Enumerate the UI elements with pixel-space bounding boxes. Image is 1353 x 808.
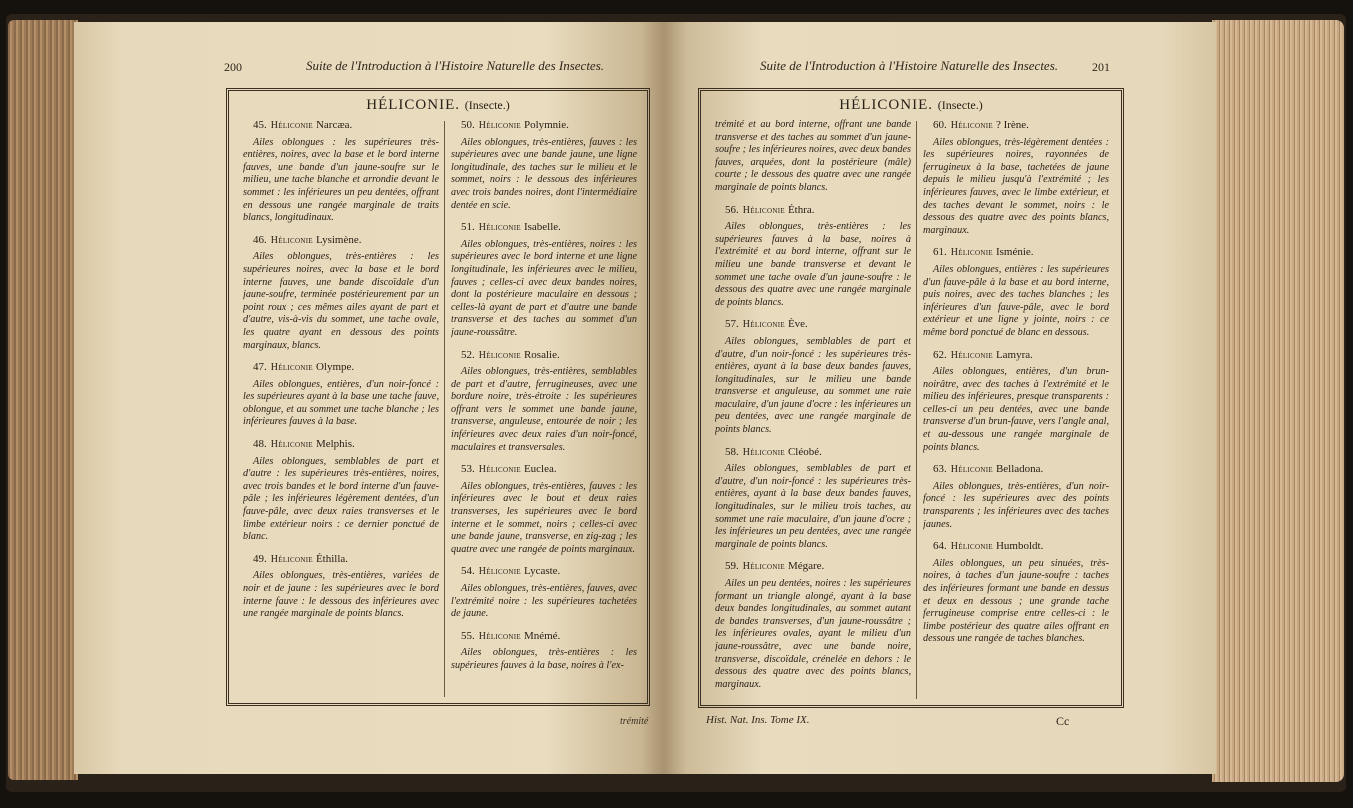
entry-description: Ailes oblongues, un peu sinuées, très-noires, à taches d'un jaune-soufre : taches des inférieures formant une bande en dessus et deux en dessous ; une grande tache ferrugineuse comprise entre celles-ci : le limbe postérieur des quatre ailes offrant en dessous une rangée de taches blanches. — [923, 557, 1109, 645]
entry-heading — [451, 565, 637, 579]
entry-heading — [715, 318, 911, 332]
entry-description: Ailes oblongues, semblables de part et d'autre, d'un noir-foncé : les supérieures très-entières, ayant à la base deux bandes fauves, longitudinales, sur le milieu une bande transverse et anguleuse, au sommet une raie maculaire, d'un jaune d'ocre : les inférieures un peu dentées, avec une rangée marginale de points blancs. — [715, 335, 911, 436]
entry-number: 45. — [253, 119, 267, 131]
right-page-column-2 — [923, 119, 1109, 655]
entry-species: ? Irène. — [995, 119, 1029, 131]
entry-species: Euclea. — [523, 463, 557, 476]
species-entry — [451, 221, 637, 339]
species-entry — [451, 349, 637, 455]
entry-number: 49. — [253, 552, 267, 565]
entry-number: 51. — [461, 221, 475, 234]
entry-heading — [243, 438, 439, 452]
entry-number: 64. — [933, 540, 947, 553]
plate-frame-right — [698, 88, 1124, 708]
page-number-left: 200 — [224, 60, 242, 74]
left-page-column-1 — [243, 119, 439, 630]
entry-genus: Héliconie — [270, 439, 313, 451]
entry-number: 63. — [933, 463, 947, 476]
entry-heading — [451, 119, 637, 133]
entry-genus: Héliconie — [950, 349, 993, 361]
entry-number: 48. — [253, 438, 267, 451]
entry-description: Ailes oblongues, très-entières, fauves, avec l'extrémité noire : les supérieures tachetées de jaune. — [451, 583, 637, 620]
plate-title-right — [701, 97, 1121, 114]
entry-heading — [451, 463, 637, 477]
entry-description: Ailes oblongues, très-entières : les supérieures fauves à la base, noires à l'extrémité et au bord interne, offrant sur le milieu une bande transverse et devant le sommet une tache ovale d'un jaune-soufre : le dessous des quatre avec une rangée marginale de points blancs. — [715, 221, 911, 308]
entry-genus: Héliconie — [742, 319, 785, 331]
right-page-edges — [1212, 20, 1344, 782]
entry-description: Ailes oblongues, semblables de part et d'autre, d'un noir-foncé : les supérieures très-entières, ayant à la base deux bandes fauves, longitudinales, sur le milieu trois taches, au sommet une raie maculaire, d'un jaune d'ocre ; les inférieures un peu dentées, avec une rangée marginale de points blancs. — [715, 463, 911, 550]
right-page — [664, 22, 1216, 774]
entry-number: 62. — [933, 348, 947, 361]
entry-species: Melphis. — [315, 438, 355, 451]
entry-species: Belladona. — [995, 463, 1044, 476]
entry-genus: Héliconie — [478, 349, 521, 361]
left-page-edges — [8, 20, 78, 780]
entry-number: 61. — [933, 246, 947, 259]
species-entry — [243, 119, 439, 225]
entry-description: Ailes oblongues, très-légèrement dentées : les supérieures noires, rayonnées de ferrugineux à la base, tachetées de jaune depuis le milieu jusqu'à l'extrémité ; les inférieures fauves, avec le limbe extérieur, et des taches devant le sommet, noirs : le dessous des quatre avec des points blancs, marginaux. — [923, 136, 1109, 236]
species-entry — [923, 349, 1109, 455]
entry-number: 56. — [725, 203, 739, 216]
species-entry — [451, 119, 637, 212]
left-page — [74, 22, 664, 774]
running-head-left: Suite de l'Introduction à l'Histoire Naturelle des Insectes. — [306, 58, 605, 73]
species-entry — [451, 463, 637, 556]
entry-species: Olympe. — [315, 361, 355, 374]
entry-heading — [243, 234, 439, 248]
plate-title-left — [229, 97, 647, 114]
genus-subtitle: (Insecte.) — [937, 98, 983, 112]
entry-species: Mégare. — [787, 560, 825, 573]
entry-heading — [923, 349, 1109, 363]
entry-heading — [923, 540, 1109, 554]
entry-genus: Héliconie — [950, 541, 993, 553]
genus-subtitle: (Insecte.) — [464, 98, 510, 112]
signature-mark: Cc — [1056, 714, 1070, 728]
species-entry — [243, 234, 439, 352]
entry-species: Narcæa. — [315, 119, 353, 131]
column-divider — [916, 121, 917, 699]
entry-species: Rosalie. — [523, 348, 560, 361]
entry-description: Ailes oblongues, très-entières, semblables de part et d'autre, ferrugineuses, avec une bordure noire, très-étroite : les supérieures offrant vers le sommet une bande jaune, transverse, anguleuse, entourée de noir ; les inférieures avec deux raies d'un noir-foncé, maculaires et transversales. — [451, 366, 637, 453]
entry-description: Ailes oblongues, très-entières, variées de noir et de jaune : les supérieures avec le bord interne fauve : le dessous des inférieures avec une rangée marginale de points blancs. — [243, 570, 439, 620]
entry-description: Ailes oblongues, très-entières, fauves : les inférieures avec le bout et deux raies transverses, les supérieures avec le bord interne et le sommet, noirs ; celles-ci avec une bande jaune, transverse, en zig-zag ; les quatre avec une rangée de points marginaux. — [451, 480, 637, 555]
volume-footer: Hist. Nat. Ins. Tome IX. — [706, 714, 810, 726]
catchword: trémité — [620, 716, 649, 727]
species-entry — [451, 565, 637, 620]
entry-description: Ailes oblongues, très-entières : les supérieures noires, avec la base et le bord interne fauves, une bande discoïdale d'un jaune-soufre, terminée postérieurement par un point roux ; ces mêmes ailes ayant de part et d'autre, vis-à-vis du sommet, une tache ovale, les quatre ayant en dessous des points marginaux, blancs. — [243, 251, 439, 351]
entry-genus: Héliconie — [950, 247, 993, 259]
plate-frame-left — [226, 88, 650, 706]
entry-heading — [243, 119, 439, 133]
entry-species: Éthra. — [787, 203, 815, 216]
species-entry — [715, 318, 911, 436]
species-entry — [923, 119, 1109, 237]
species-entry — [243, 553, 439, 621]
entry-description: Ailes oblongues, très-entières : les supérieures fauves à la base, noires à l'ex- — [451, 647, 637, 671]
entry-species: Lysimène. — [315, 233, 362, 246]
species-entry — [715, 204, 911, 310]
entry-number: 47. — [253, 361, 267, 374]
left-page-column-2 — [451, 119, 637, 682]
entry-number: 53. — [461, 463, 475, 476]
entry-genus: Héliconie — [478, 222, 521, 234]
genus-title: HÉLICONIE. — [366, 97, 460, 113]
species-entry — [451, 630, 637, 673]
entry-heading — [715, 204, 911, 218]
entry-heading — [451, 349, 637, 363]
entry-heading — [243, 361, 439, 375]
entry-species: Isabelle. — [523, 221, 561, 234]
running-head-right: Suite de l'Introduction à l'Histoire Naturelle des Insectes. — [760, 58, 1059, 73]
species-entry — [923, 540, 1109, 646]
species-entry — [715, 560, 911, 691]
entry-genus: Héliconie — [742, 561, 785, 573]
entry-heading — [451, 221, 637, 235]
entry-species: Lycaste. — [523, 565, 561, 578]
entry-genus: Héliconie — [950, 120, 993, 131]
entry-description: Ailes oblongues, semblables de part et d'autre : les supérieures très-entières, noires, avec trois bandes et le bord interne d'un fauve-pâle ; les inférieures légèrement dentées, d'un fauve-pâle, avec deux raies transverses et le limbe extérieur noirs : ce dernier ponctué de blanc. — [243, 455, 439, 543]
entry-description: Ailes oblongues, entières, d'un brun-noirâtre, avec des taches à l'extrémité et le milieu des inférieures, presque transparents : celles-ci un peu dentées, avec une bande transverse d'un brun-fauve, vers l'angle anal, et au-dessous une rangée marginale de points blancs. — [923, 366, 1109, 453]
entry-genus: Héliconie — [950, 464, 993, 476]
genus-title: HÉLICONIE. — [839, 97, 933, 113]
entry-species: Isménie. — [995, 246, 1034, 259]
entry-heading — [923, 463, 1109, 477]
entry-species: Mnémé. — [523, 629, 561, 642]
entry-description: Ailes oblongues, très-entières, d'un noir-foncé : les supérieures avec des points transparents ; les inférieures avec des taches jaunes. — [923, 480, 1109, 530]
entry-number: 59. — [725, 560, 739, 573]
entry-genus: Héliconie — [270, 553, 313, 565]
entry-species: Cléobé. — [787, 445, 822, 458]
species-entry — [243, 438, 439, 544]
entry-description: trémité et au bord interne, offrant une bande transverse et des taches au sommet d'un jaune-soufre ; les inférieures noires, avec deux bandes fauves, arquées, dont la postérieure (mâle) courte ; le dessous des quatre avec une rangée marginale de points blancs. — [715, 119, 911, 193]
entry-species: Humboldt. — [995, 540, 1044, 553]
species-entry — [243, 361, 439, 429]
entry-description: Ailes un peu dentées, noires : les supérieures formant un triangle alongé, ayant à la base deux bandes longitudinales, au sommet autant de bandes transverses, d'un jaune-roussâtre ; les inférieures ovales, ayant le milieu d'un jaune-roussâtre, avec une bande noire, transverse, discoïdale, crénelée en dehors : le dessous des quatre avec des points blancs, marginaux. — [715, 578, 911, 690]
species-entry — [715, 446, 911, 552]
species-entry — [923, 463, 1109, 531]
entry-genus: Héliconie — [742, 204, 785, 216]
entry-description: Ailes oblongues, entières : les supérieures d'un fauve-pâle à la base et au bord interne, puis noires, avec des taches blanches ; les inférieures d'un fauve-pâle, avec le bord extérieur et une ligne y jointe, noirs : ce même bord ponctué de blanc en dessous. — [923, 263, 1109, 338]
entry-genus: Héliconie — [478, 630, 521, 642]
entry-heading — [923, 246, 1109, 260]
entry-number: 46. — [253, 233, 267, 246]
entry-description: Ailes oblongues, très-entières, fauves : les supérieures avec une bande jaune, une ligne longitudinale, des taches sur le milieu et le sommet, noirs : le dessous des inférieures avec trois bandes noires, dont l'intermédiaire dentée en scie. — [451, 136, 637, 211]
entry-number: 50. — [461, 119, 475, 131]
entry-genus: Héliconie — [478, 120, 521, 131]
entry-number: 60. — [933, 119, 947, 131]
entry-heading — [715, 446, 911, 460]
entry-number: 57. — [725, 318, 739, 331]
entry-genus: Héliconie — [478, 566, 521, 578]
entry-species: Lamyra. — [995, 348, 1033, 361]
entry-genus: Héliconie — [742, 446, 785, 458]
entry-species: Polymnie. — [523, 119, 569, 131]
entry-heading — [243, 553, 439, 567]
entry-genus: Héliconie — [270, 120, 313, 131]
entry-heading — [923, 119, 1109, 133]
entry-species: Éthilla. — [315, 552, 349, 565]
page-number-right: 201 — [1092, 60, 1110, 74]
right-page-column-1 — [715, 119, 911, 700]
entry-description: Ailes oblongues : les supérieures très-entières, noires, avec la base et le bord interne fauves, une bande d'un jaune-soufre sur le milieu, une tache blanche et arrondie devant le sommet : les inférieures un peu dentées, offrant en dessous une rangée marginale de traits blancs, longitudinaux. — [243, 136, 439, 224]
entry-heading — [715, 560, 911, 574]
entry-genus: Héliconie — [270, 362, 313, 374]
entry-number: 55. — [461, 629, 475, 642]
entry-number: 52. — [461, 348, 475, 361]
column-divider — [444, 121, 445, 697]
entry-description: Ailes oblongues, très-entières, noires : les supérieures avec le bord interne et une ligne longitudinale, les inférieures avec le milieu, fauves ; celles-ci avec deux bandes noires, dont la postérieure maculaire en dessous ; celles-là ayant de part et d'autre une bande transverse et des taches au sommet d'un jaune-roussâtre. — [451, 238, 637, 338]
entry-heading — [451, 630, 637, 644]
species-entry-continuation — [715, 119, 911, 195]
entry-number: 54. — [461, 565, 475, 578]
species-entry — [923, 246, 1109, 339]
entry-species: Ève. — [787, 318, 808, 331]
entry-genus: Héliconie — [478, 464, 521, 476]
entry-genus: Héliconie — [270, 234, 313, 246]
entry-description: Ailes oblongues, entières, d'un noir-foncé : les supérieures ayant à la base une tache fauve, oblongue, et au sommet une tache blanche ; les inférieures fauves à la base. — [243, 378, 439, 428]
entry-number: 58. — [725, 445, 739, 458]
